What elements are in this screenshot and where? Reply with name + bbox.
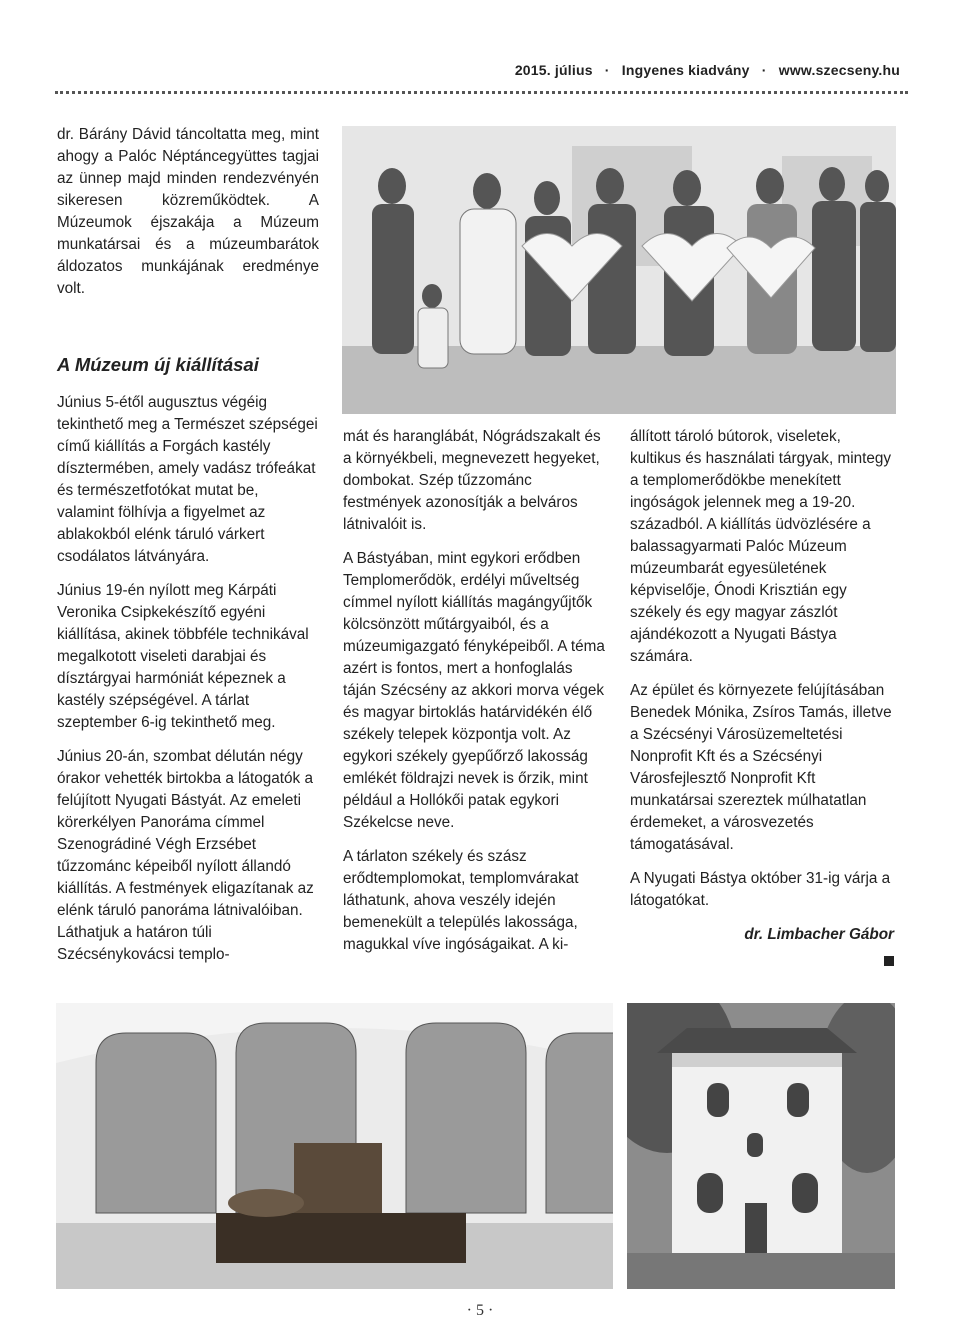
paragraph: Június 5-étől augusztus végéig tekinthető meg a Természet szépségei című kiállítás a Forgách kastély dísztermében, amely vadász trófeákat és természetfotókat mutat be, valamint fölhívja a figyelmet az ablakokból elénk táruló várkert csodálatos látványára. (57, 394, 318, 565)
photo-folk-costume-group (342, 126, 896, 414)
end-of-article-mark (884, 956, 894, 966)
intro-paragraph: dr. Bárány Dávid táncoltatta meg, mint ahogy a Palóc Néptáncegyüttes tagjai az ünnep majd minden rendezvényén sikeresen közreműködtek. A Múzeumok éjszakája a Múzeum munkatársai és a múzeumbarátok áldozatos munkájának eredménye volt. (57, 126, 319, 297)
page-header (515, 62, 900, 78)
photo-exhibition-room (56, 1003, 613, 1289)
column-2 (343, 426, 605, 968)
header-free-edition: Ingyenes kiadvány (621, 62, 750, 78)
paragraph: állított tároló bútorok, viseletek, kultikus és használati tárgyak, mintegy a templomerődökbe menekített ingóságok jelennek meg a 19-20. századból. A kiállítás üdvözlésére a balassagyarmati Palóc Múzeum múzeumbarát egyesületének képviselője, Ónodi Krisztián egy székely és egy magyar zászlót ajándékozott a Nyugati Bástya számára. (630, 428, 892, 665)
page-number: · 5 · (466, 1302, 494, 1319)
paragraph: Június 20-án, szombat délután négy órakor vehették birtokba a látogatók a felújított Nyugati Bástyát. Az emeleti körerkélyen Panoráma címmel Szenográdiné Végh Erzsébet tűzzománc képeiből nyílott állandó kiállítás. A festmények eligazítanak az elénk táruló panoráma látnivalóiban. Láthatjuk a határon túli Szécsénykovácsi templo- (57, 748, 314, 963)
author-signature: dr. Limbacher Gábor (744, 926, 894, 943)
header-url: www.szecseny.hu (778, 62, 900, 78)
paragraph: mát és haranglábát, Nógrádszakalt és a környékbeli, megnevezett hegyeket, dombokat. Szép tűzzománc festmények azonosítják a belváros látnivalóit is. (343, 428, 601, 533)
paragraph: A Nyugati Bástya október 31-ig várja a látogatókat. (630, 870, 891, 909)
column-3 (630, 426, 894, 966)
header-separator: · (761, 62, 767, 78)
header-separator: · (604, 62, 610, 78)
header-dotted-rule (55, 91, 908, 94)
header-date: 2015. július (514, 62, 593, 78)
paragraph: A Bástyában, mint egykori erődben Templomerődök, erdélyi műveltség címmel nyílott kiállítás magángyűjtők kölcsönzött műtárgyaiból, és a múzeumigazgató fényképeiből. A téma azért is fontos, mert a honfoglalás táján Szécsény az akkori morva végek és magyar birtoklás határvidékén élő székely telepek központja volt. Az egykori székely gyepűőrző lakosság emlékét földrajzi nevek is őrzik, mint például a Hollókői patak egykori Székelcse neve. (343, 550, 605, 831)
paragraph: A tárlaton székely és szász erődtemplomokat, templomvárakat láthatunk, ahova veszély idején bemenekült a település lakossága, magukkal víve ingóságaikat. A ki- (343, 848, 579, 953)
photo-western-bastion (627, 1003, 895, 1289)
paragraph: Június 19-én nyílott meg Kárpáti Veronika Csipkekészítő egyéni kiállítása, akinek többféle technikával megalkotott viseleti darabjai és dísztárgyai harmóniát képeznek a kastély szépségével. A tárlat szeptember 6-ig tekinthető meg. (57, 582, 309, 731)
paragraph: Az épület és környezete felújításában Benedek Mónika, Zsíros Tamás, illetve a Szécsényi Városüzemeltetési Nonprofit Kft és a Szécsényi Városfejlesztő Nonprofit Kft munkatársai szereztek múlhatatlan érdemeket, a városvezetés támogatásával. (630, 682, 892, 853)
section-title: A Múzeum új kiállításai (57, 354, 259, 375)
